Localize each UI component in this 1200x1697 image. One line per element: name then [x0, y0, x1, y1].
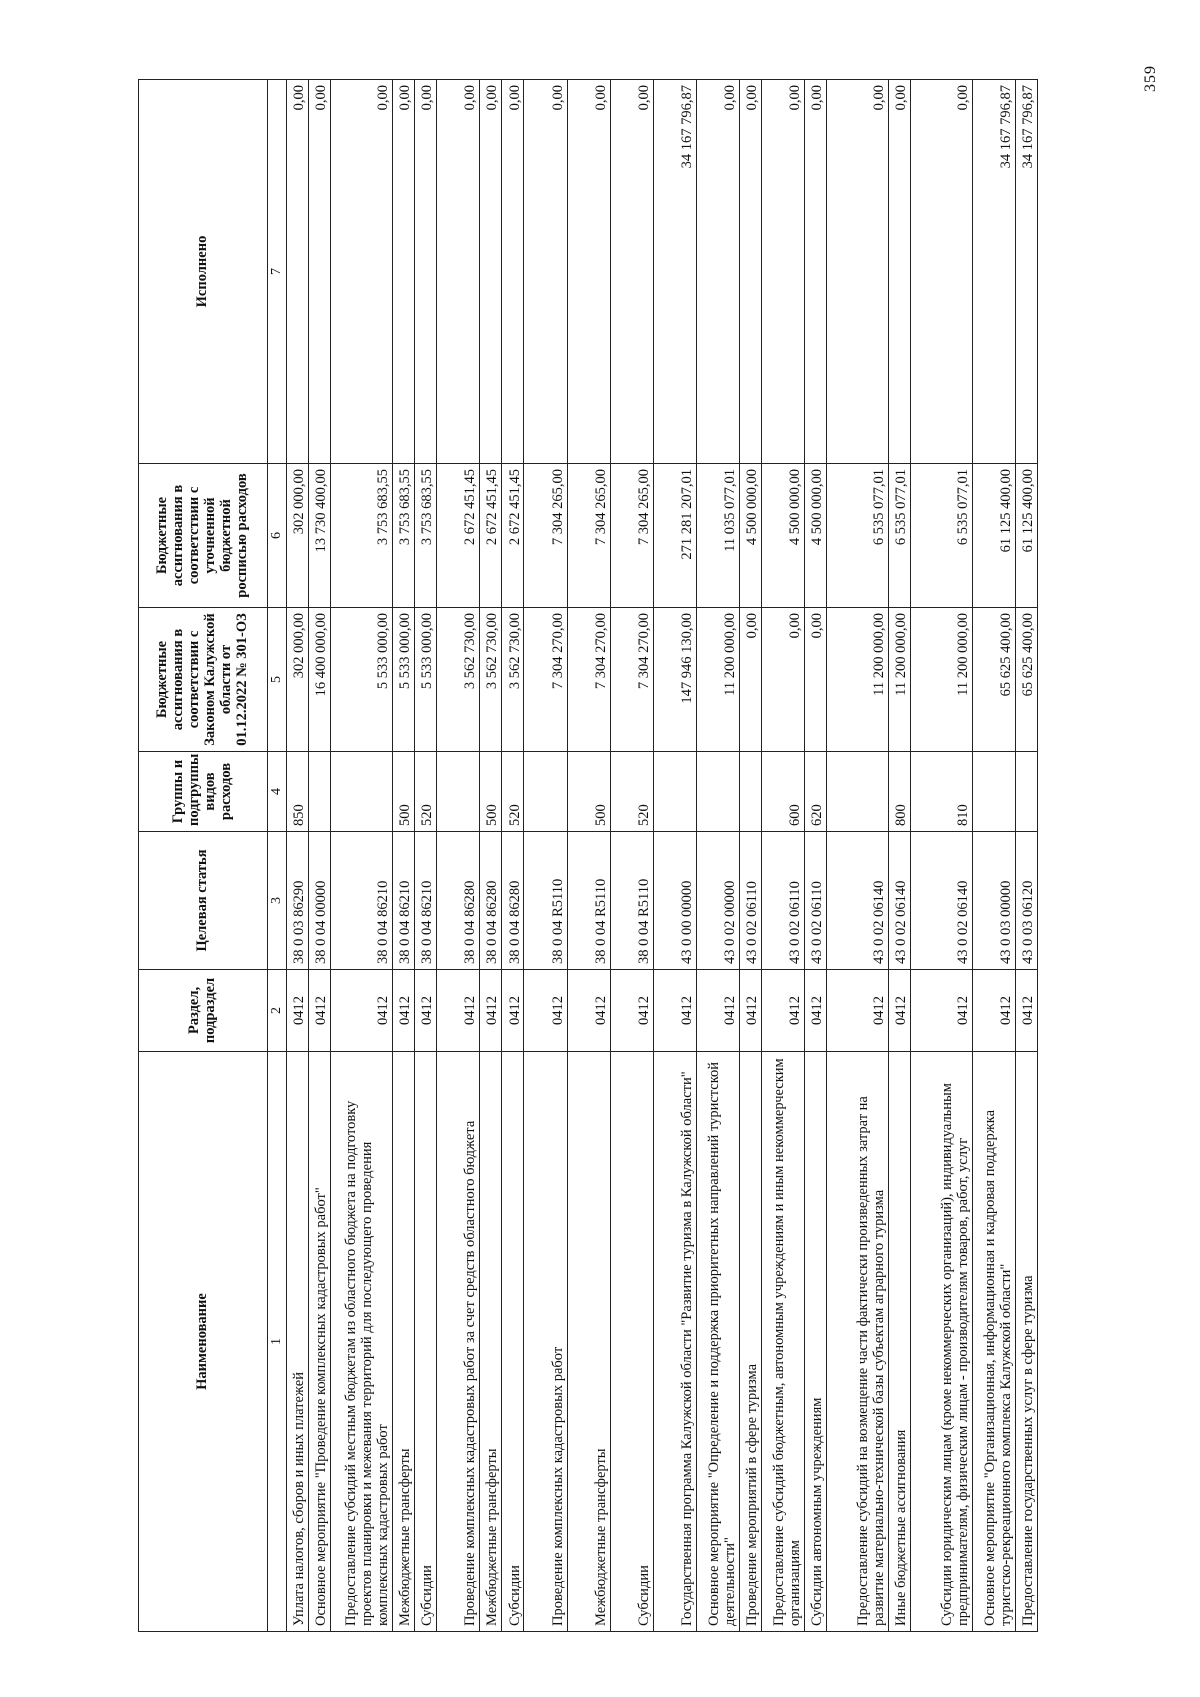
budget-table: [138, 79, 1038, 1632]
cell-group: 500: [392, 752, 414, 832]
cell-executed-amount: 0,00: [805, 80, 827, 464]
cell-section: 0412: [888, 970, 910, 1052]
cell-group: [739, 752, 761, 832]
cell-law-amount: 7 304 270,00: [524, 608, 567, 752]
table-row: [502, 80, 524, 1632]
table-row: [437, 80, 480, 1632]
cell-article: 38 0 04 86280: [480, 832, 502, 970]
cell-law-amount: 11 200 000,00: [910, 608, 972, 752]
cell-schedule-amount: 4 500 000,00: [739, 464, 761, 608]
cell-executed-amount: 0,00: [567, 80, 610, 464]
cell-article: 38 0 04 R5110: [610, 832, 653, 970]
cell-group: 500: [480, 752, 502, 832]
cell-section: 0412: [653, 970, 696, 1052]
cell-schedule-amount: 6 535 077,01: [827, 464, 889, 608]
cell-group: 520: [610, 752, 653, 832]
cell-section: 0412: [437, 970, 480, 1052]
cell-group: 810: [910, 752, 972, 832]
cell-law-amount: 302 000,00: [287, 608, 309, 752]
table-row: [739, 80, 761, 1632]
cell-executed-amount: 0,00: [761, 80, 804, 464]
cell-section: 0412: [480, 970, 502, 1052]
cell-schedule-amount: 4 500 000,00: [805, 464, 827, 608]
cell-executed-amount: 0,00: [827, 80, 889, 464]
cell-executed-amount: 0,00: [696, 80, 739, 464]
cell-group: [309, 752, 331, 832]
cell-executed-amount: 0,00: [287, 80, 309, 464]
cell-schedule-amount: 61 125 400,00: [1015, 464, 1037, 608]
table-row: [910, 80, 972, 1632]
cell-group: [437, 752, 480, 832]
cell-law-amount: 0,00: [805, 608, 827, 752]
cell-law-amount: 11 200 000,00: [696, 608, 739, 752]
cell-executed-amount: 0,00: [437, 80, 480, 464]
cell-executed-amount: 34 167 796,87: [653, 80, 696, 464]
cell-name: Предоставление субсидий бюджетным, автономным учреждениям и иным некоммерческим организациям: [761, 1052, 804, 1632]
cell-law-amount: 5 533 000,00: [415, 608, 437, 752]
cell-schedule-amount: 3 753 683,55: [392, 464, 414, 608]
cell-article: 43 0 00 00000: [653, 832, 696, 970]
cell-executed-amount: 34 167 796,87: [972, 80, 1015, 464]
cell-schedule-amount: 2 672 451,45: [502, 464, 524, 608]
table-body: [287, 80, 1038, 1632]
cell-section: 0412: [309, 970, 331, 1052]
table-row: [331, 80, 393, 1632]
cell-executed-amount: 0,00: [331, 80, 393, 464]
cell-executed-amount: 0,00: [910, 80, 972, 464]
column-number: 2: [268, 970, 287, 1052]
cell-section: 0412: [761, 970, 804, 1052]
cell-schedule-amount: 2 672 451,45: [437, 464, 480, 608]
column-number: 6: [268, 464, 287, 608]
table-row: [972, 80, 1015, 1632]
column-number: 7: [268, 80, 287, 464]
cell-article: 43 0 03 06120: [1015, 832, 1037, 970]
cell-article: 43 0 02 06140: [888, 832, 910, 970]
cell-law-amount: 147 946 130,00: [653, 608, 696, 752]
table-row: [805, 80, 827, 1632]
cell-schedule-amount: 2 672 451,45: [480, 464, 502, 608]
cell-article: 43 0 02 00000: [696, 832, 739, 970]
cell-group: [827, 752, 889, 832]
cell-article: 38 0 04 86280: [502, 832, 524, 970]
cell-article: 43 0 02 06110: [761, 832, 804, 970]
page-number: 359: [1142, 65, 1159, 92]
cell-schedule-amount: 11 035 077,01: [696, 464, 739, 608]
header-schedule: Бюджетные ассигнования в соответствии с уточненной бюджетной росписью расходов: [139, 464, 268, 608]
cell-group: 850: [287, 752, 309, 832]
cell-schedule-amount: 4 500 000,00: [761, 464, 804, 608]
cell-section: 0412: [805, 970, 827, 1052]
table-row: [309, 80, 331, 1632]
cell-schedule-amount: 7 304 265,00: [524, 464, 567, 608]
cell-executed-amount: 34 167 796,87: [1015, 80, 1037, 464]
cell-section: 0412: [524, 970, 567, 1052]
table-row: [392, 80, 414, 1632]
column-number-row: [268, 80, 287, 1632]
cell-article: 38 0 03 86290: [287, 832, 309, 970]
cell-law-amount: 0,00: [739, 608, 761, 752]
cell-law-amount: 3 562 730,00: [502, 608, 524, 752]
cell-group: [1015, 752, 1037, 832]
cell-article: 38 0 04 86280: [437, 832, 480, 970]
cell-section: 0412: [415, 970, 437, 1052]
cell-section: 0412: [827, 970, 889, 1052]
table-row: [761, 80, 804, 1632]
table-row: [287, 80, 309, 1632]
cell-law-amount: 7 304 270,00: [567, 608, 610, 752]
cell-article: 43 0 02 06110: [739, 832, 761, 970]
cell-executed-amount: 0,00: [415, 80, 437, 464]
column-number: 5: [268, 608, 287, 752]
cell-name: Субсидии автономным учреждениям: [805, 1052, 827, 1632]
header-name: Наименование: [139, 1052, 268, 1632]
cell-name: Субсидии: [502, 1052, 524, 1632]
column-number: 1: [268, 1052, 287, 1632]
cell-group: [972, 752, 1015, 832]
cell-schedule-amount: 7 304 265,00: [610, 464, 653, 608]
cell-group: 500: [567, 752, 610, 832]
cell-executed-amount: 0,00: [739, 80, 761, 464]
cell-article: 38 0 04 86210: [415, 832, 437, 970]
cell-schedule-amount: 3 753 683,55: [415, 464, 437, 608]
cell-group: [696, 752, 739, 832]
cell-schedule-amount: 13 730 400,00: [309, 464, 331, 608]
cell-article: 43 0 02 06140: [910, 832, 972, 970]
cell-schedule-amount: 271 281 207,01: [653, 464, 696, 608]
cell-schedule-amount: 3 753 683,55: [331, 464, 393, 608]
header-executed: Исполнено: [139, 80, 268, 464]
cell-group: [524, 752, 567, 832]
cell-group: 520: [502, 752, 524, 832]
table-row: [610, 80, 653, 1632]
cell-schedule-amount: 61 125 400,00: [972, 464, 1015, 608]
cell-group: [331, 752, 393, 832]
cell-name: Проведение комплексных кадастровых работ за счет средств областного бюджета: [437, 1052, 480, 1632]
cell-section: 0412: [392, 970, 414, 1052]
cell-name: Проведение мероприятий в сфере туризма: [739, 1052, 761, 1632]
header-law: Бюджетные ассигнования в соответствии с Законом Калужской области от 01.12.2022 № 301-ОЗ: [139, 608, 268, 752]
cell-name: Основное мероприятие "Организационная, информационная и кадровая поддержка туристско-рекреационного комплекса Калужской области": [972, 1052, 1015, 1632]
cell-name: Предоставление субсидий на возмещение части фактически произведенных затрат на развитие материально-технической базы субъектам аграрного туризма: [827, 1052, 889, 1632]
cell-schedule-amount: 6 535 077,01: [910, 464, 972, 608]
cell-law-amount: 65 625 400,00: [1015, 608, 1037, 752]
cell-section: 0412: [739, 970, 761, 1052]
cell-article: 38 0 04 86210: [331, 832, 393, 970]
header-group: Группы и подгруппы видов расходов: [139, 752, 268, 832]
cell-executed-amount: 0,00: [480, 80, 502, 464]
cell-executed-amount: 0,00: [610, 80, 653, 464]
cell-name: Основное мероприятие "Проведение комплексных кадастровых работ": [309, 1052, 331, 1632]
cell-article: 38 0 04 00000: [309, 832, 331, 970]
cell-law-amount: 65 625 400,00: [972, 608, 1015, 752]
cell-name: Иные бюджетные ассигнования: [888, 1052, 910, 1632]
cell-law-amount: 11 200 000,00: [827, 608, 889, 752]
table-row: [1015, 80, 1037, 1632]
cell-schedule-amount: 6 535 077,01: [888, 464, 910, 608]
cell-law-amount: 11 200 000,00: [888, 608, 910, 752]
cell-law-amount: 3 562 730,00: [480, 608, 502, 752]
cell-section: 0412: [287, 970, 309, 1052]
cell-name: Уплата налогов, сборов и иных платежей: [287, 1052, 309, 1632]
cell-executed-amount: 0,00: [392, 80, 414, 464]
table-row: [524, 80, 567, 1632]
column-number: 3: [268, 832, 287, 970]
table-row: [888, 80, 910, 1632]
cell-executed-amount: 0,00: [888, 80, 910, 464]
cell-name: Субсидии юридическим лицам (кроме некоммерческих организаций), индивидуальным предпринимателям, физическим лицам - производителям товаров, работ, услуг: [910, 1052, 972, 1632]
table-row: [696, 80, 739, 1632]
cell-section: 0412: [696, 970, 739, 1052]
cell-name: Государственная программа Калужской области "Развитие туризма в Калужской области": [653, 1052, 696, 1632]
cell-law-amount: 5 533 000,00: [331, 608, 393, 752]
cell-law-amount: 0,00: [761, 608, 804, 752]
cell-group: 600: [761, 752, 804, 832]
cell-name: Межбюджетные трансферты: [392, 1052, 414, 1632]
cell-name: Проведение комплексных кадастровых работ: [524, 1052, 567, 1632]
header-row: [139, 80, 268, 1632]
cell-law-amount: 3 562 730,00: [437, 608, 480, 752]
cell-group: [653, 752, 696, 832]
cell-name: Предоставление субсидий местным бюджетам из областного бюджета на подготовку проектов планировки и межевания территорий для последующего проведения комплексных кадастровых работ: [331, 1052, 393, 1632]
cell-section: 0412: [331, 970, 393, 1052]
header-section: Раздел, подраздел: [139, 970, 268, 1052]
cell-section: 0412: [567, 970, 610, 1052]
table-row: [653, 80, 696, 1632]
cell-name: Межбюджетные трансферты: [480, 1052, 502, 1632]
cell-article: 43 0 03 00000: [972, 832, 1015, 970]
table-row: [827, 80, 889, 1632]
cell-section: 0412: [972, 970, 1015, 1052]
cell-law-amount: 16 400 000,00: [309, 608, 331, 752]
cell-executed-amount: 0,00: [502, 80, 524, 464]
cell-article: 38 0 04 86210: [392, 832, 414, 970]
table-row: [415, 80, 437, 1632]
cell-schedule-amount: 7 304 265,00: [567, 464, 610, 608]
cell-name: Основное мероприятие "Определение и поддержка приоритетных направлений туристской деятельности": [696, 1052, 739, 1632]
cell-name: Субсидии: [610, 1052, 653, 1632]
cell-article: 38 0 04 R5110: [567, 832, 610, 970]
cell-law-amount: 5 533 000,00: [392, 608, 414, 752]
cell-group: 800: [888, 752, 910, 832]
cell-section: 0412: [502, 970, 524, 1052]
cell-article: 43 0 02 06110: [805, 832, 827, 970]
cell-executed-amount: 0,00: [309, 80, 331, 464]
cell-section: 0412: [910, 970, 972, 1052]
cell-executed-amount: 0,00: [524, 80, 567, 464]
cell-group: 620: [805, 752, 827, 832]
cell-name: Предоставление государственных услуг в сфере туризма: [1015, 1052, 1037, 1632]
cell-article: 38 0 04 R5110: [524, 832, 567, 970]
cell-law-amount: 7 304 270,00: [610, 608, 653, 752]
cell-name: Межбюджетные трансферты: [567, 1052, 610, 1632]
cell-section: 0412: [610, 970, 653, 1052]
table-row: [480, 80, 502, 1632]
cell-schedule-amount: 302 000,00: [287, 464, 309, 608]
cell-section: 0412: [1015, 970, 1037, 1052]
cell-article: 43 0 02 06140: [827, 832, 889, 970]
column-number: 4: [268, 752, 287, 832]
header-article: Целевая статья: [139, 832, 268, 970]
table-row: [567, 80, 610, 1632]
cell-name: Субсидии: [415, 1052, 437, 1632]
cell-group: 520: [415, 752, 437, 832]
rotated-table-container: [138, 80, 1038, 1632]
